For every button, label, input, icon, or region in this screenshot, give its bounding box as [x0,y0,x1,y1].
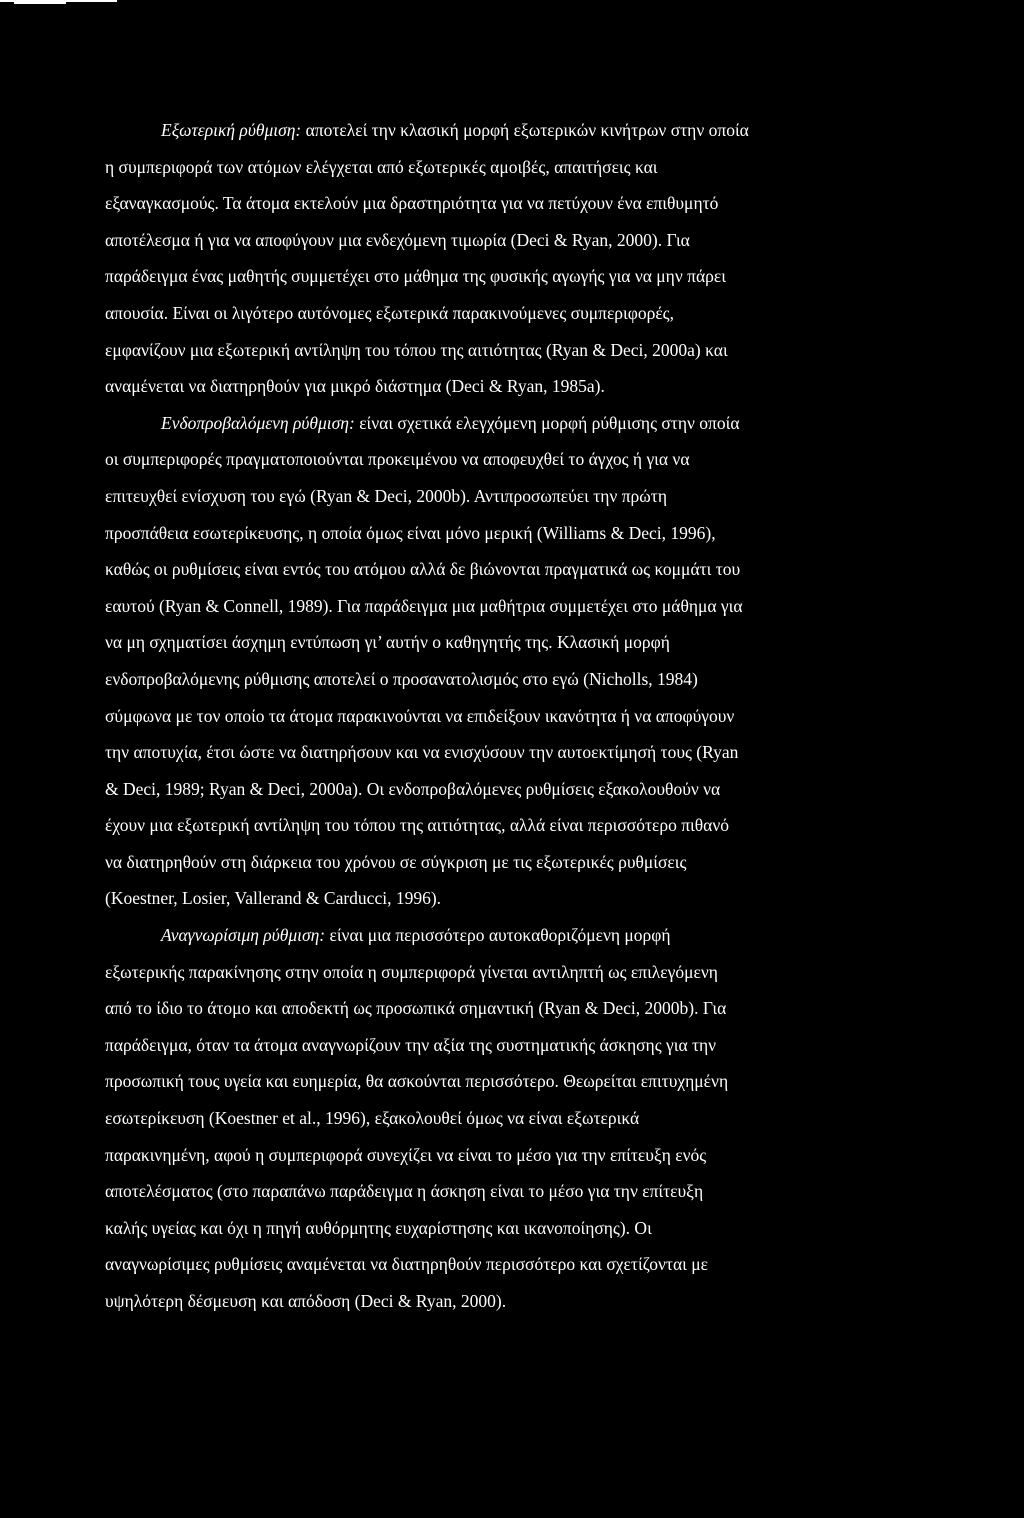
line-text: ενδοπροβαλόμενης ρύθμισης αποτελεί ο προσανατολισμός στο εγώ (Nicholls, 1984) [105,668,698,689]
text-line [105,295,895,332]
line-text: προσωπική τους υγεία και ευημερία, θα ασκούνται περισσότερο. Θεωρείται επιτυχημένη [105,1071,729,1092]
text-line [105,515,895,552]
text-line [105,771,895,808]
text-line [105,1246,895,1283]
text-line [105,112,895,149]
line-text: παράδειγμα, όταν τα άτομα αναγνωρίζουν την αξία της συστηματικής άσκησης για την [105,1034,717,1055]
line-text: παράδειγμα ένας μαθητής συμμετέχει στο μάθημα της φυσικής αγωγής για να μην πάρει [105,266,726,287]
top-rule-mark [14,0,66,4]
text-line [105,917,895,954]
line-text: έχουν μια εξωτερική αντίληψη του τόπου της αιτιότητας, αλλά είναι περισσότερο πιθανό [105,815,729,836]
line-text: αποτελέσματος (στο παραπάνω παράδειγμα η άσκηση είναι το μέσο για την επίτευξη [105,1181,704,1202]
text-line [105,332,895,369]
line-text: αναμένεται να διατηρηθούν για μικρό διάστημα (Deci & Ryan, 1985a). [105,376,605,397]
text-line [105,222,895,259]
text-line [105,405,895,442]
line-text: καθώς οι ρυθμίσεις είναι εντός του ατόμου αλλά δε βιώνονται πραγματικά ως κομμάτι του [105,559,741,580]
text-line [105,149,895,186]
line-text: αποτελεί την κλασική μορφή εξωτερικών κινήτρων στην οποία [301,120,749,140]
text-line [105,807,895,844]
line-text: προσπάθεια εσωτερίκευσης, η οποία όμως είναι μόνο μερική (Williams & Deci, 1996), [105,522,716,543]
text-line [105,258,895,295]
text-line [105,954,895,991]
text-line [105,1027,895,1064]
term-heading: Αναγνωρίσιμη ρύθμιση: [161,925,326,946]
line-text: εξαναγκασμούς. Τα άτομα εκτελούν μια δραστηριότητα για να πετύχουν ένα επιθυμητό [105,193,719,214]
line-text: αναγνωρίσιμες ρυθμίσεις αναμένεται να διατηρηθούν περισσότερο και σχετίζονται με [105,1254,708,1275]
line-text: οι συμπεριφορές πραγματοποιούνται προκειμένου να αποφευχθεί το άγχος ή για να [105,449,690,470]
line-text: εξωτερικής παρακίνησης στην οποία η συμπεριφορά γίνεται αντιληπτή ως επιλεγόμενη [105,961,718,982]
document-body [105,112,895,1320]
line-text: επιτευχθεί ενίσχυση του εγώ (Ryan & Deci, 2000b). Αντιπροσωπεύει την πρώτη [105,485,667,506]
text-line [105,661,895,698]
text-line [105,551,895,588]
line-text: από το ίδιο το άτομο και αποδεκτή ως προσωπικά σημαντική (Ryan & Deci, 2000b). Για [105,998,727,1019]
term-heading: Εξωτερική ρύθμιση: [161,120,302,140]
line-text: εμφανίζουν μια εξωτερική αντίληψη του τόπου της αιτιότητας (Ryan & Deci, 2000a) και [105,339,728,360]
line-text: & Deci, 1989; Ryan & Deci, 2000a). Οι ενδοπροβαλόμενες ρυθμίσεις εξακολουθούν να [105,778,721,799]
line-text: καλής υγείας και όχι η πηγή αυθόρμητης ευχαρίστησης και ικανοποίησης). Οι [105,1217,652,1238]
text-line [105,185,895,222]
line-text: παρακινημένη, αφού η συμπεριφορά συνεχίζει να είναι το μέσο για την επίτευξη ενός [105,1144,707,1165]
text-line [105,1063,895,1100]
text-line [105,880,895,917]
text-line [105,478,895,515]
line-text: σύμφωνα με τον οποίο τα άτομα παρακινούνται να επιδείξουν ικανότητα ή να αποφύγουν [105,705,735,726]
text-line [105,1100,895,1137]
line-text: να διατηρηθούν στη διάρκεια του χρόνου σε σύγκριση με τις εξωτερικές ρυθμίσεις [105,851,687,872]
text-line [105,844,895,881]
line-text: υψηλότερη δέσμευση και απόδοση (Deci & Ryan, 2000). [105,1291,507,1311]
line-text: η συμπεριφορά των ατόμων ελέγχεται από εξωτερικές αμοιβές, απαιτήσεις και [105,156,658,177]
text-line [105,624,895,661]
line-text: είναι σχετικά ελεγχόμενη μορφή ρύθμισης στην οποία [354,412,740,433]
text-line [105,588,895,625]
line-text: είναι μια περισσότερο αυτοκαθοριζόμενη μορφή [325,925,671,946]
line-text: εαυτού (Ryan & Connell, 1989). Για παράδειγμα μια μαθήτρια συμμετέχει στο μάθημα για [105,595,743,616]
line-text: (Koestner, Losier, Vallerand & Carducci, 1996). [105,888,442,909]
text-line [105,734,895,771]
text-line [105,1283,895,1320]
line-text: εσωτερίκευση (Koestner et al., 1996), εξακολουθεί όμως να είναι εξωτερικά [105,1108,640,1129]
text-line [105,698,895,735]
text-line [105,1210,895,1247]
line-text: αποτέλεσμα ή για να αποφύγουν μια ενδεχόμενη τιμωρία (Deci & Ryan, 2000). Για [105,229,690,250]
text-line [105,1137,895,1174]
text-line [105,368,895,405]
line-text: να μη σχηματίσει άσχημη εντύπωση γι’ αυτήν ο καθηγητής της. Κλασική μορφή [105,632,670,653]
line-text: απουσία. Είναι οι λιγότερο αυτόνομες εξωτερικά παρακινούμενες συμπεριφορές, [105,302,674,323]
text-line [105,441,895,478]
text-line [105,1173,895,1210]
line-text: την αποτυχία, έτσι ώστε να διατηρήσουν και να ενισχύσουν την αυτοεκτίμησή τους (Ryan [105,742,739,763]
text-line [105,990,895,1027]
term-heading: Ενδοπροβαλόμενη ρύθμιση: [161,412,355,433]
